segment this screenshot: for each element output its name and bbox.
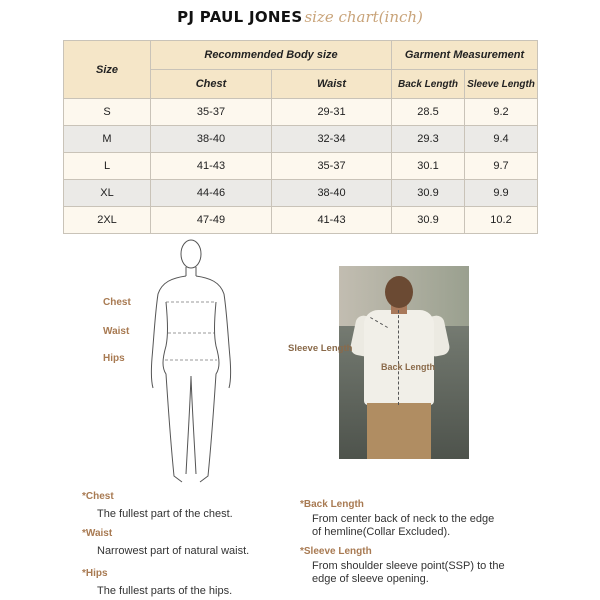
model-pants <box>367 403 431 459</box>
sleeve-cell: 9.4 <box>465 126 538 153</box>
back-length-definition-line1: From center back of neck to the edge <box>312 513 495 525</box>
chest-definition-text: The fullest part of the chest. <box>97 508 233 520</box>
back-cell: 30.9 <box>392 180 465 207</box>
waist-cell: 32-34 <box>272 126 392 153</box>
table-row <box>64 207 538 234</box>
size-cell: M <box>64 126 151 153</box>
size-cell: S <box>64 99 151 126</box>
size-cell: XL <box>64 180 151 207</box>
back-cell: 30.9 <box>392 207 465 234</box>
size-cell: 2XL <box>64 207 151 234</box>
back-cell: 30.1 <box>392 153 465 180</box>
body-figure-illustration <box>148 236 234 491</box>
body-size-header: Recommended Body size <box>151 41 392 70</box>
waist-definition-title: *Waist <box>82 528 113 539</box>
chest-cell: 41-43 <box>151 153 272 180</box>
chest-definition-title: *Chest <box>82 491 114 502</box>
waist-figure-label: Waist <box>103 326 130 337</box>
sleeve-length-definition-title: *Sleeve Length <box>300 546 372 557</box>
hips-definition-text: The fullest parts of the hips. <box>97 585 233 597</box>
hips-definition-title: *Hips <box>82 568 108 579</box>
chest-figure-label: Chest <box>103 297 131 308</box>
hips-figure-label: Hips <box>103 353 125 364</box>
brand-tagline: size chart(inch) <box>304 8 423 26</box>
chest-cell: 35-37 <box>151 99 272 126</box>
table-row <box>64 153 538 180</box>
chest-cell: 47-49 <box>151 207 272 234</box>
size-chart-table <box>63 40 538 234</box>
sleeve-length-definition-line2: edge of sleeve opening. <box>312 573 429 585</box>
column-header-back-length: Back Length <box>392 70 465 99</box>
sleeve-length-photo-label: Sleeve Length <box>288 343 353 354</box>
model-photo <box>339 266 469 459</box>
size-header: Size <box>64 41 151 99</box>
waist-cell: 29-31 <box>272 99 392 126</box>
sleeve-cell: 9.9 <box>465 180 538 207</box>
table-row <box>64 126 538 153</box>
shirt-body <box>364 310 434 405</box>
back-length-guide <box>398 310 399 405</box>
column-header-sleeve-length: Sleeve Length <box>465 70 538 99</box>
waist-cell: 35-37 <box>272 153 392 180</box>
sleeve-length-definition-line1: From shoulder sleeve point(SSP) to the <box>312 560 505 572</box>
brand-name: PJ PAUL JONES <box>177 8 303 26</box>
model-head <box>385 276 413 308</box>
waist-cell: 41-43 <box>272 207 392 234</box>
back-length-definition-line2: of hemline(Collar Excluded). <box>312 526 451 538</box>
waist-cell: 38-40 <box>272 180 392 207</box>
back-cell: 28.5 <box>392 99 465 126</box>
waist-definition-text: Narrowest part of natural waist. <box>97 545 250 557</box>
column-header-chest: Chest <box>151 70 272 99</box>
brand-title <box>0 8 600 27</box>
table-row <box>64 180 538 207</box>
table-row <box>64 99 538 126</box>
sleeve-cell: 9.2 <box>465 99 538 126</box>
size-cell: L <box>64 153 151 180</box>
sleeve-cell: 10.2 <box>465 207 538 234</box>
back-length-photo-label: Back Length <box>381 362 436 372</box>
back-length-definition-title: *Back Length <box>300 499 364 510</box>
sleeve-cell: 9.7 <box>465 153 538 180</box>
garment-header: Garment Measurement <box>392 41 538 70</box>
chest-cell: 44-46 <box>151 180 272 207</box>
back-cell: 29.3 <box>392 126 465 153</box>
chest-cell: 38-40 <box>151 126 272 153</box>
column-header-waist: Waist <box>272 70 392 99</box>
